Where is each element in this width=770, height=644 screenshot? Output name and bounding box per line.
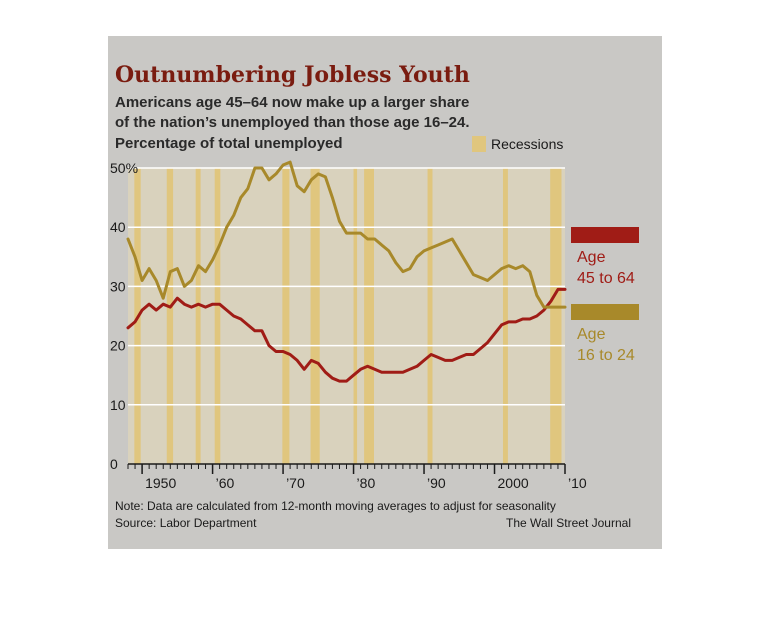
- y-tick-label: 20: [110, 337, 126, 354]
- legend-label-45-64: 45 to 64: [577, 270, 635, 287]
- recession-band: [282, 168, 289, 464]
- chart-source: Source: Labor Department: [115, 516, 257, 530]
- recession-band: [311, 168, 320, 464]
- x-tick-label: 2000: [497, 475, 529, 491]
- x-tick-label: ’90: [427, 475, 446, 491]
- y-tick-label: 0: [110, 456, 118, 472]
- x-tick-label: ’60: [215, 475, 235, 491]
- recessions-legend-swatch: [472, 136, 486, 152]
- y-tick-label: 10: [110, 396, 126, 413]
- subtitle-line-1: Americans age 45–64 now make up a larger share: [115, 94, 470, 111]
- y-tick-label: 50%: [110, 160, 139, 176]
- recession-band: [364, 168, 374, 464]
- x-tick-label: 1950: [145, 475, 177, 491]
- legend-label-45-64: Age: [577, 249, 606, 266]
- chart-credit: The Wall Street Journal: [506, 516, 631, 530]
- recession-band: [215, 168, 221, 464]
- recession-band: [428, 168, 433, 464]
- recession-band: [167, 168, 173, 464]
- recession-band: [354, 168, 358, 464]
- y-tick-label: 30: [110, 278, 126, 295]
- recession-band: [196, 168, 201, 464]
- x-tick-label: ’70: [286, 475, 305, 491]
- legend-label-16-24: Age: [577, 326, 606, 343]
- recessions-legend-label: Recessions: [491, 136, 564, 152]
- chart-note: Note: Data are calculated from 12-month moving averages to adjust for seasonality: [115, 499, 556, 513]
- legend-label-16-24: 16 to 24: [577, 347, 635, 364]
- legend-swatch-16-24: [571, 304, 639, 320]
- recession-band: [503, 168, 508, 464]
- plot-area: [128, 168, 565, 464]
- recession-band: [550, 168, 561, 464]
- legend-swatch-45-64: [571, 227, 639, 243]
- y-tick-label: 40: [110, 219, 126, 236]
- chart-title: Outnumbering Jobless Youth: [115, 62, 470, 88]
- x-tick-label: ’10: [568, 475, 587, 491]
- x-tick-label: ’80: [356, 475, 376, 491]
- y-axis-label: Percentage of total unemployed: [115, 135, 343, 152]
- subtitle-line-2: of the nation’s unemployed than those age 16–24.: [115, 114, 470, 131]
